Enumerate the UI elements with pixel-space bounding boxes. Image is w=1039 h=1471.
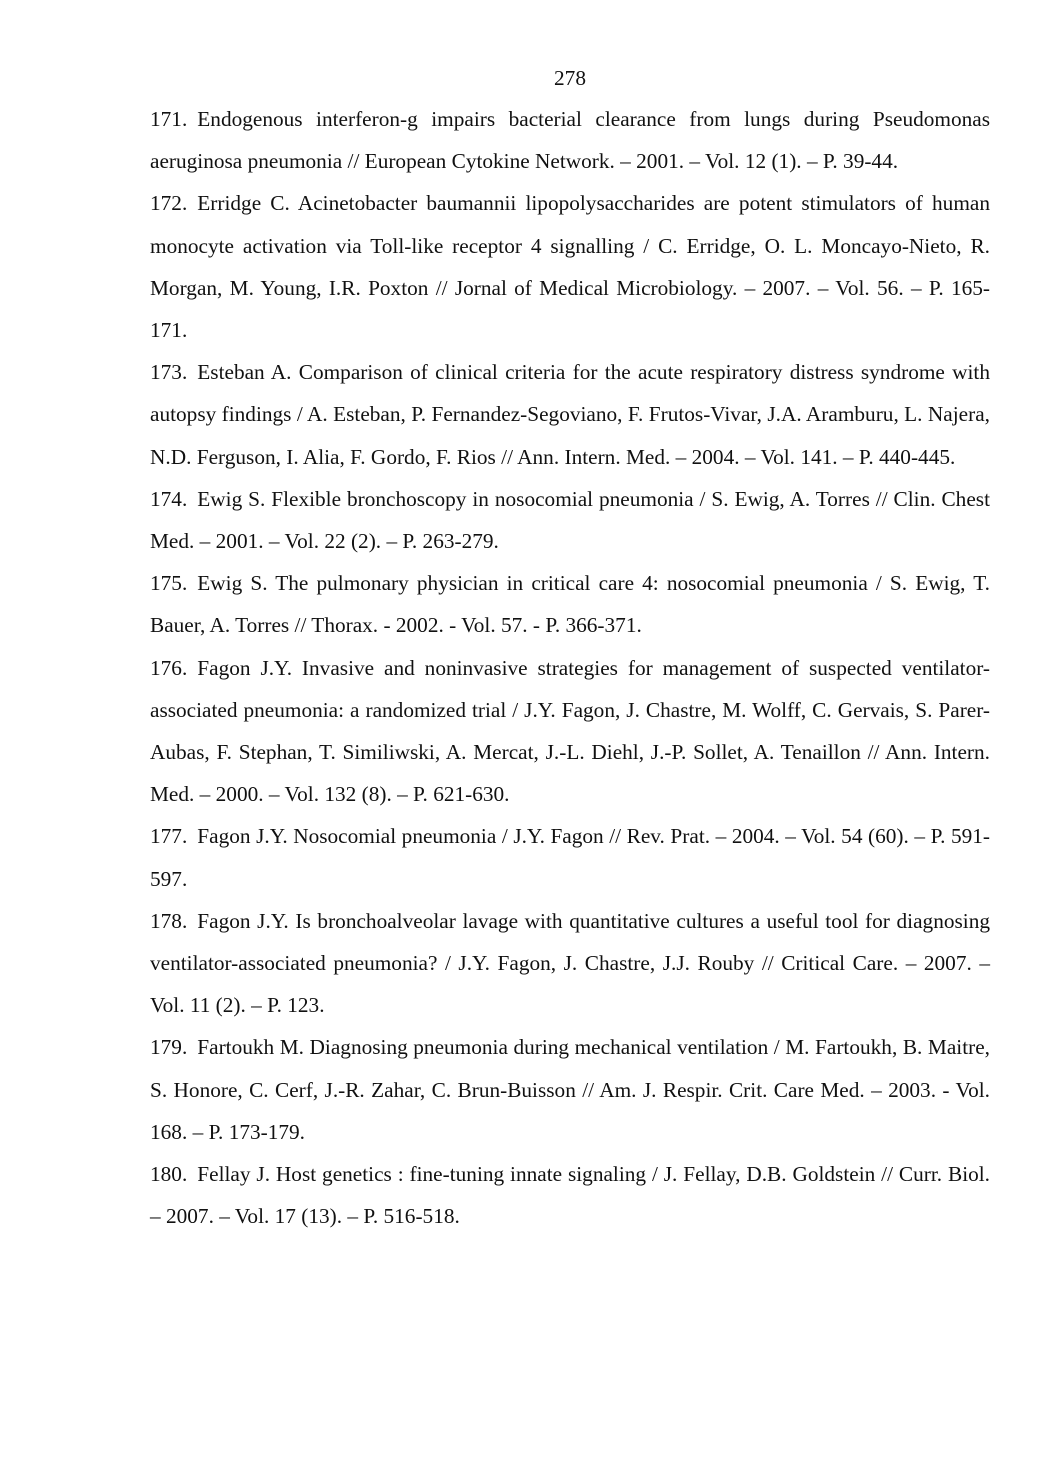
reference-text: Fellay J. Host genetics : fine-tuning innate signaling / J. Fellay, D.B. Goldstein // Curr. Biol. – 2007. – Vol. 17 (13). – P. 516-518. [150,1162,990,1229]
reference-list [150,98,990,1237]
reference-item [150,1153,990,1237]
reference-item [150,647,990,816]
reference-number: 174. [150,486,188,511]
reference-item [150,562,990,646]
document-page [150,58,990,1237]
reference-text: Ewig S. The pulmonary physician in critical care 4: nosocomial pneumonia / S. Ewig, T. Bauer, A. Torres // Thorax. - 2002. - Vol. 57. - P. 366-371. [150,571,990,638]
reference-item [150,182,990,351]
reference-item [150,1026,990,1153]
reference-text: Fagon J.Y. Invasive and noninvasive strategies for management of suspected ventilator-associated pneumonia: a randomized trial / J.Y. Fagon, J. Chastre, M. Wolff, C. Gervais, S. Parer-Aubas, F. Stephan, T. Similiwski, A. Mercat, J.-L. Diehl, J.-P. Sollet, A. Tenaillon // Ann. Intern. Med. – 2000. – Vol. 132 (8). – P. 621-630. [150,655,990,807]
reference-item [150,815,990,899]
reference-text: Endogenous interferon-g impairs bacterial clearance from lungs during Pseudomonas aeruginosa pneumonia // European Cytokine Network. – 2001. – Vol. 12 (1). – P. 39-44. [150,107,990,174]
reference-item [150,351,990,478]
reference-item [150,478,990,562]
reference-number: 177. [150,824,188,849]
reference-number: 178. [150,908,188,933]
reference-number: 176. [150,655,188,680]
reference-text: Fagon J.Y. Nosocomial pneumonia / J.Y. Fagon // Rev. Prat. – 2004. – Vol. 54 (60). – P. 591-597. [150,824,990,891]
reference-text: Erridge C. Acinetobacter baumannii lipopolysaccharides are potent stimulators of human monocyte activation via Toll-like receptor 4 signalling / C. Erridge, O. L. Moncayo-Nieto, R. Morgan, M. Young, I.R. Poxton // Jornal of Medical Microbiology. – 2007. – Vol. 56. – P. 165-171. [150,191,990,343]
reference-item [150,98,990,182]
reference-number: 173. [150,360,188,385]
reference-item [150,900,990,1027]
reference-text: Fartoukh M. Diagnosing pneumonia during mechanical ventilation / M. Fartoukh, B. Maitre, S. Honore, C. Cerf, J.-R. Zahar, C. Brun-Buisson // Am. J. Respir. Crit. Care Med. – 2003. - Vol. 168. – P. 173-179. [150,1035,990,1144]
reference-number: 171. [150,107,188,131]
reference-number: 172. [150,191,188,216]
page-number: 278 [554,66,586,90]
reference-number: 179. [150,1035,188,1060]
reference-text: Ewig S. Flexible bronchoscopy in nosocomial pneumonia / S. Ewig, A. Torres // Clin. Chest Med. – 2001. – Vol. 22 (2). – P. 263-279. [150,486,990,554]
reference-text: Esteban A. Comparison of clinical criteria for the acute respiratory distress syndrome with autopsy findings / A. Esteban, P. Fernandez-Segoviano, F. Frutos-Vivar, J.A. Aramburu, L. Najera, N.D. Ferguson, I. Alia, F. Gordo, F. Rios // Ann. Intern. Med. – 2004. – Vol. 141. – P. 440-445. [150,360,990,469]
reference-text: Fagon J.Y. Is bronchoalveolar lavage with quantitative cultures a useful tool for diagnosing ventilator-associated pneumonia? / J.Y. Fagon, J. Chastre, J.J. Rouby // Critical Care. – 2007. – Vol. 11 (2). – P. 123. [150,908,990,1018]
reference-number: 175. [150,571,188,596]
reference-number: 180. [150,1162,188,1187]
